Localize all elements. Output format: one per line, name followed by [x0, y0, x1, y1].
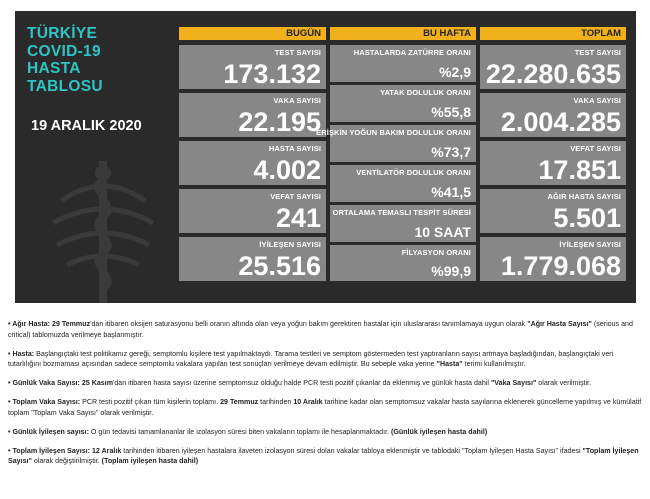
- toplam-vaka-value: 2.004.285: [500, 107, 621, 137]
- note-toplam-vaka-t2: tarihinden: [258, 398, 294, 406]
- board-title: [27, 25, 182, 95]
- note-toplam-vaka-t3: tarihine kadar olan semptomsuz vakalar hasta sayılarına eklenerek güncelleme yapılmış ve kümülatif toplam "Toplam Vaka Sayısı" olarak verilmiştir.: [8, 398, 642, 417]
- note-agir-b1: • Ağır Hasta: 29 Temmuz: [8, 320, 91, 328]
- bugun-vefat-label: VEFAT SAYISI: [270, 192, 321, 201]
- title-line-2: COVID-19: [27, 42, 101, 60]
- note-gunluk-iyilesen-t1: O gün tedavisi tamamlananlar ile izolasyon süresi biten vakaların toplamı ile hesaplanmaktadır.: [88, 427, 391, 436]
- hafta-zaturre-label: HASTALARDA ZATÜRRE ORANI: [353, 48, 471, 57]
- toplam-iyilesen-label: İYİLEŞEN SAYISI: [559, 240, 621, 249]
- note-hasta: [8, 349, 642, 370]
- note-gunluk-vaka-t2: olarak verilmiştir.: [536, 379, 592, 387]
- bugun-test-value: 173.132: [223, 59, 321, 89]
- toplam-agir-label: AĞIR HASTA SAYISI: [547, 192, 621, 201]
- toplam-vaka-label: VAKA SAYISI: [573, 96, 621, 105]
- hafta-temasli-label: ORTALAMA TEMASLI TESPİT SÜRESİ: [332, 208, 471, 217]
- note-gunluk-vaka-t1: 'dan itibaren hasta sayısı üzerine semptomsuz olduğu halde PCR testi pozitif çıkanlar da eklenmiş ve günlük hasta dahil: [113, 379, 491, 387]
- title-line-3: HASTA: [27, 60, 81, 77]
- toplam-iyilesen-value: 1.779.068: [500, 251, 621, 281]
- toplam-test-value: 22.280.635: [485, 59, 621, 89]
- covid-table-board: [15, 11, 636, 303]
- hafta-ventilator-value: %41,5: [431, 184, 471, 200]
- note-hasta-b1: • Hasta:: [8, 349, 35, 358]
- footnotes: [8, 319, 642, 475]
- note-agir-b2: "Ağır Hasta Sayısı": [527, 320, 592, 328]
- hafta-filyasyon-label: FİLYASYON ORANI: [401, 248, 471, 257]
- toplam-agir-box: [480, 189, 626, 233]
- note-gunluk-iyilesen-b2: (Günlük iyileşen hasta dahil): [391, 427, 488, 436]
- bugun-vefat-box: [179, 189, 326, 233]
- note-gunluk-iyilesen-b1: • Günlük İyileşen sayısı:: [8, 427, 89, 436]
- note-gunluk-vaka: [8, 378, 642, 389]
- bugun-hasta-box: [179, 141, 326, 185]
- report-date: 19 ARALIK 2020: [31, 118, 142, 134]
- note-toplam-iyilesen-b3: (Toplam iyileşen hasta dahil): [101, 457, 199, 465]
- toplam-test-label: TEST SAYISI: [574, 48, 621, 57]
- note-gunluk-iyilesen: [8, 427, 642, 438]
- note-toplam-iyilesen-b2: "Toplam İyileşen Sayısı": [8, 446, 639, 465]
- bugun-hasta-label: HASTA SAYISI: [268, 144, 321, 153]
- toplam-vaka-box: [480, 93, 626, 137]
- column-bugun: [179, 27, 326, 281]
- bugun-vaka-value: 22.195: [238, 107, 321, 137]
- hafta-zaturre-box: [330, 45, 476, 82]
- column-bugun-header: BUGÜN: [179, 27, 326, 40]
- bugun-vaka-label: VAKA SAYISI: [273, 96, 321, 105]
- note-toplam-vaka-b1: • Toplam Vaka Sayısı:: [8, 398, 81, 406]
- column-bu-hafta: [316, 27, 476, 279]
- note-toplam-vaka: [8, 397, 642, 418]
- ministry-emblem-icon: [43, 161, 163, 303]
- column-toplam-header: TOPLAM: [480, 27, 626, 40]
- note-agir-t2: (serious and critical) tablomuzda verilmeye başlanmıştır.: [8, 320, 633, 339]
- toplam-iyilesen-box: [480, 237, 626, 281]
- bugun-test-label: TEST SAYISI: [274, 48, 321, 57]
- hafta-temasli-value: 10 SAAT: [414, 224, 471, 240]
- bugun-iyilesen-label: İYİLEŞEN SAYISI: [259, 240, 321, 249]
- note-toplam-vaka-b3: 10 Aralık: [293, 398, 323, 406]
- hafta-ventilator-box: [330, 165, 476, 202]
- hafta-yogun-bakim-label: ERİŞKİN YOĞUN BAKIM DOLULUK ORANI: [316, 128, 471, 137]
- hafta-yatak-box: [330, 85, 476, 122]
- hafta-temasli-box: [330, 205, 476, 242]
- toplam-vefat-label: VEFAT SAYISI: [570, 144, 621, 153]
- bugun-vefat-value: 241: [275, 203, 321, 233]
- note-toplam-iyilesen-b1: • Toplam İyileşen Sayısı: 12 Aralık: [8, 446, 122, 455]
- bugun-hasta-value: 4.002: [253, 155, 321, 185]
- column-bu-hafta-header: BU HAFTA: [330, 27, 476, 40]
- note-agir-t1: 'dan itibaren oksijen saturasyonu belli oranın altında olan veya yoğun bakım gerektiren hastalar için uluslararası tanımlamaya uygun olarak: [90, 320, 528, 328]
- toplam-vefat-value: 17.851: [538, 155, 621, 185]
- toplam-vefat-box: [480, 141, 626, 185]
- hafta-zaturre-value: %2,9: [439, 64, 471, 80]
- note-toplam-iyilesen-t1: tarihinden itibaren iyileşen hastalara ilaveten izolasyon süresi dolan vakalar tabloya eklenmiştir ve tablodaki "Toplam İyileşen Hasta Sayısı" ifadesi: [121, 446, 583, 455]
- note-toplam-iyilesen-t2: olarak değiştirilmiştir.: [31, 457, 102, 465]
- title-line-1: TÜRKİYE: [27, 25, 98, 42]
- note-gunluk-vaka-b2: "Vaka Sayısı": [490, 379, 537, 387]
- note-toplam-vaka-t1: PCR testi pozitif çıkan tüm kişilerin toplamı.: [80, 398, 221, 406]
- bugun-iyilesen-value: 25.516: [238, 251, 321, 281]
- hafta-yogun-bakim-value: %73,7: [431, 144, 471, 160]
- note-gunluk-vaka-b1: • Günlük Vaka Sayısı: 25 Kasım: [8, 379, 113, 387]
- note-hasta-b2: "Hasta": [436, 360, 463, 368]
- hafta-filyasyon-value: %99,9: [431, 263, 471, 279]
- hafta-filyasyon-box: [330, 245, 476, 281]
- note-hasta-t1: Başlangıçtaki test politikamız gereği, semptomlu kişilere test yapılmaktaydı. Tarama testleri ve semptom göstermeden test yaptıranların sayısı artmaya başladığından, başlangıçtaki veri tutarlılığını bozmaması açısından sadece semptomlu vakalara yapılan test sonuçları verilmeye devam edilmiştir. Bu sebeple vaka yerine: [8, 349, 614, 368]
- column-toplam: [480, 27, 626, 281]
- hafta-yogun-bakim-box: [316, 125, 476, 162]
- bugun-iyilesen-box: [179, 237, 326, 281]
- note-toplam-iyilesen: [8, 446, 642, 467]
- toplam-test-box: [480, 45, 626, 89]
- hafta-ventilator-label: VENTİLATÖR DOLULUK ORANI: [356, 168, 471, 177]
- note-toplam-vaka-b2: 29 Temmuz: [220, 398, 259, 406]
- title-line-4: TABLOSU: [27, 77, 103, 95]
- bugun-vaka-box: [179, 93, 326, 137]
- hafta-yatak-label: YATAK DOLULUK ORANI: [380, 88, 471, 97]
- note-agir-hasta: [8, 319, 642, 340]
- bugun-test-box: [179, 45, 326, 89]
- note-hasta-t2: terimi kullanılmıştır.: [462, 360, 526, 368]
- hafta-yatak-value: %55,8: [431, 104, 471, 120]
- toplam-agir-value: 5.501: [553, 203, 621, 233]
